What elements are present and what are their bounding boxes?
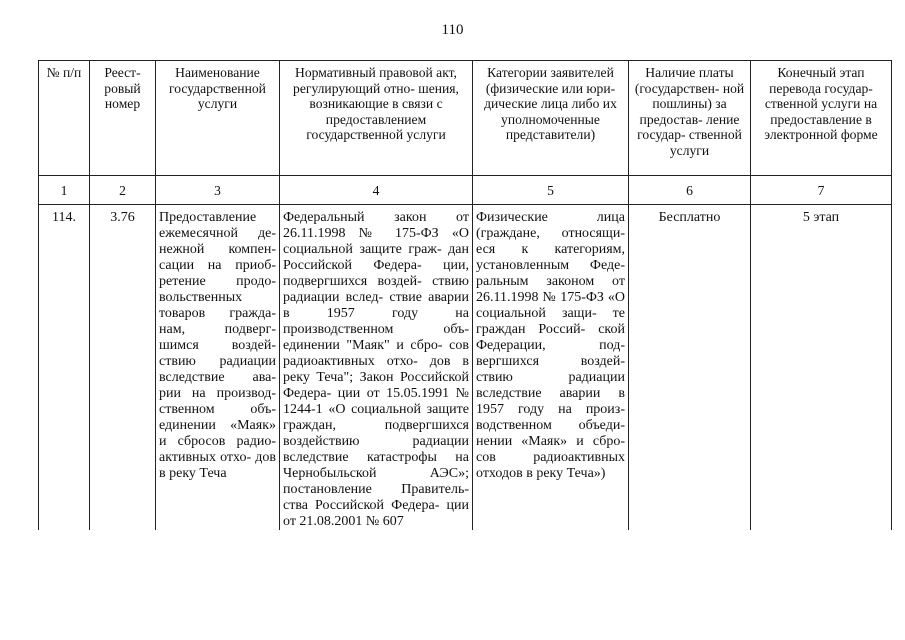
column-number: 5: [473, 176, 629, 205]
column-header-service-name: Наименование государственной услуги: [156, 61, 280, 176]
row-fee: Бесплатно: [629, 205, 751, 531]
page-number: 110: [441, 22, 464, 38]
column-number: 7: [751, 176, 892, 205]
table-row: [39, 205, 892, 531]
column-header-applicant-categories: Категории заявителей (физические или юри- дические лица либо их уполномоченные представители): [473, 61, 629, 176]
services-registry-table: [38, 60, 892, 530]
column-number: 6: [629, 176, 751, 205]
column-header-registry-number: Реест- ровый номер: [90, 61, 156, 176]
column-number: 2: [90, 176, 156, 205]
column-number-row: [39, 176, 892, 205]
row-number: 114.: [39, 205, 90, 531]
row-legal-act: Федеральный закон от 26.11.1998 № 175-ФЗ «О социальной защите граж- дан Российской Федера- ции, подвергшихся воздей- ствию радиации вслед- ствие аварии в 1957 году на производственном объ- единении "Маяк" и сбро- сов радиоактивных отхо- дов в реку Теча"; Закон Российской Федера- ции от 15.05.1991 № 1244-1 «О социальной защите граждан, подвергшихся воздействию радиации вследствие катастрофы на Чернобыльской АЭС»; постановление Правитель- ства Российской Федера- ции от 21.08.2001 № 607: [280, 205, 473, 531]
row-applicant-categories: Физические лица (граждане, относящи- еся к категориям, установленным Феде- ральным законом от 26.11.1998 № 175-ФЗ «О социальной защи- те граждан Россий- ской Федерации, под- вергшихся воздей- ствию радиации вследствие аварии в 1957 году на произ- водственном объеди- нении «Маяк» и сбро- сов радиоактивных отходов в реку Теча»): [473, 205, 629, 531]
column-header-fee: Наличие платы (государствен- ной пошлины) за предостав- ление государ- ственной услуги: [629, 61, 751, 176]
row-service-name: Предоставление ежемесячной де- нежной компен- сации на приоб- ретение продо- вольственных товаров гражда- нам, подверг- шимся воздей- ствию радиации вследствие ава- рии на производ- ственном объ- единении «Маяк» и сбросов радио- активных отхо- дов в реку Теча: [156, 205, 280, 531]
row-registry-number: 3.76: [90, 205, 156, 531]
column-number: 1: [39, 176, 90, 205]
column-header-number: № п/п: [39, 61, 90, 176]
table-header-row: [39, 61, 892, 176]
row-final-stage: 5 этап: [751, 205, 892, 531]
column-header-final-stage: Конечный этап перевода государ- ственной услуги на предоставление в электронной форме: [751, 61, 892, 176]
column-number: 3: [156, 176, 280, 205]
column-header-legal-act: Нормативный правовой акт, регулирующий отно- шения, возникающие в связи с предоставлением государственной услуги: [280, 61, 473, 176]
column-number: 4: [280, 176, 473, 205]
